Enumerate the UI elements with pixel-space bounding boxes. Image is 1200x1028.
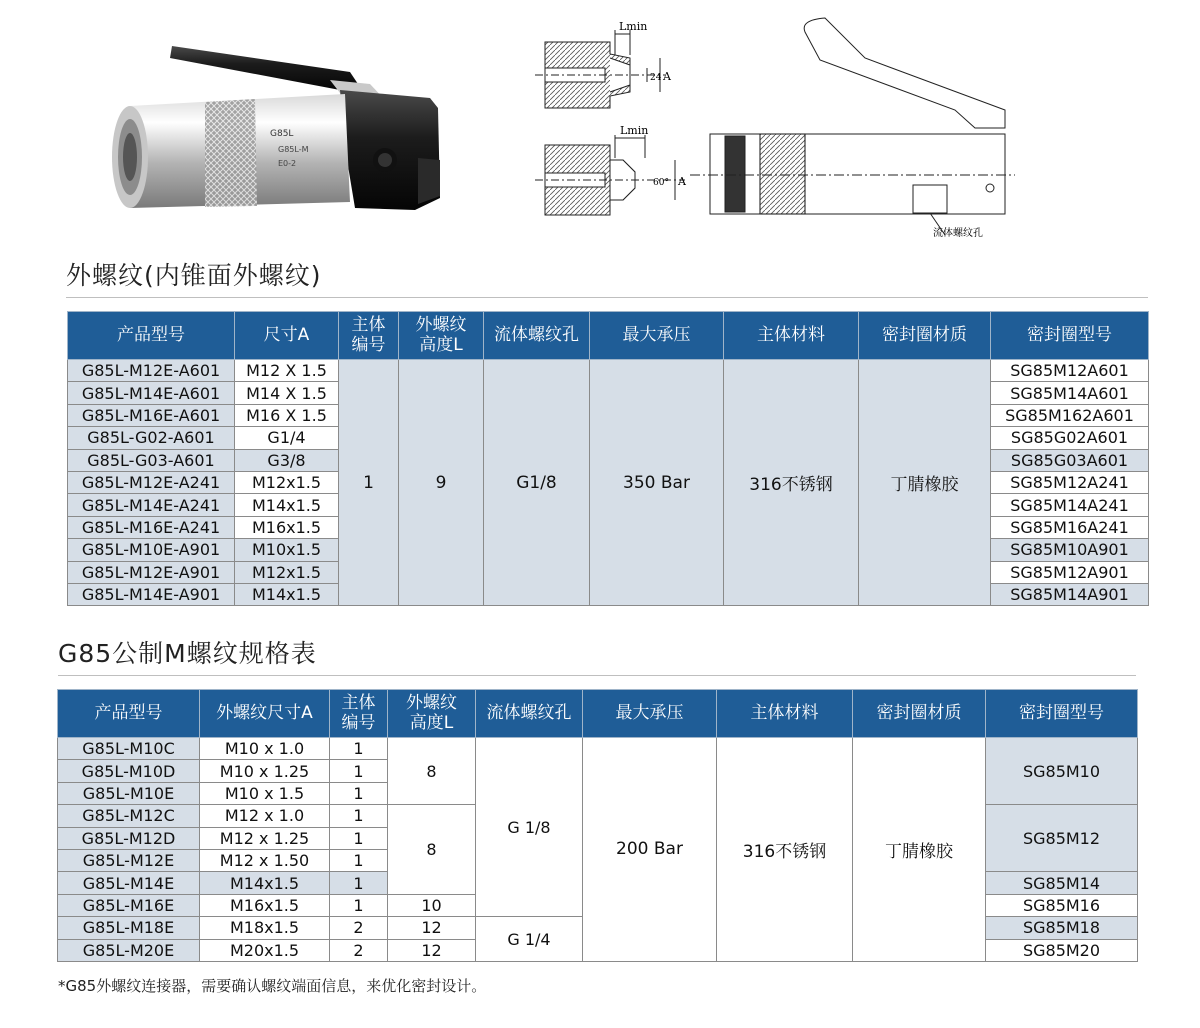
s2-model: G85L-M12C (58, 805, 200, 827)
s2-body-no: 2 (330, 939, 388, 961)
s1-model: G85L-M12E-A241 (68, 471, 235, 493)
s2-model: G85L-M10E (58, 782, 200, 804)
s1-body-no: 1 (339, 360, 399, 606)
dim-a-label-top: A (663, 70, 671, 83)
table-row (68, 360, 1149, 382)
s1-body-material: 316不锈钢 (724, 360, 859, 606)
s2-height: 8 (388, 805, 476, 895)
engraving-line2: E0-2 (278, 159, 297, 168)
s1-max-pressure: 350 Bar (590, 360, 724, 606)
dim-24-label: 24 (650, 73, 662, 83)
s2-header-size: 外螺纹尺寸A (200, 690, 330, 738)
s1-model: G85L-M10E-A901 (68, 539, 235, 561)
s2-size: M18x1.5 (200, 917, 330, 939)
dim-60-label: 60° (653, 178, 669, 188)
s2-seal-model: SG85M10 (986, 738, 1138, 805)
s2-model: G85L-M18E (58, 917, 200, 939)
s1-seal-model: SG85G03A601 (991, 449, 1149, 471)
s1-header-model: 产品型号 (68, 312, 235, 360)
s1-size: M14 X 1.5 (235, 382, 339, 404)
s1-header-body-no: 主体 编号 (339, 312, 399, 360)
section1-title: 外螺纹(内锥面外螺纹) (66, 261, 322, 290)
s1-size: M12x1.5 (235, 561, 339, 583)
s2-body-no: 1 (330, 738, 388, 760)
s1-seal-model: SG85M12A901 (991, 561, 1149, 583)
s2-header-seal-model: 密封圈型号 (986, 690, 1138, 738)
s1-header-seal-material: 密封圈材质 (859, 312, 991, 360)
section2-table (57, 689, 1138, 962)
s2-size: M10 x 1.25 (200, 760, 330, 782)
s2-seal-model: SG85M14 (986, 872, 1138, 894)
section1-divider (66, 297, 1148, 298)
s2-seal-material: 丁腈橡胶 (853, 738, 986, 962)
dim-a-label-bottom: A (678, 175, 686, 188)
s1-model: G85L-M14E-A601 (68, 382, 235, 404)
s2-model: G85L-M10D (58, 760, 200, 782)
table-row (58, 738, 1138, 760)
s1-fluid-port: G1/8 (484, 360, 590, 606)
s2-height: 12 (388, 939, 476, 961)
s1-header-material: 主体材料 (724, 312, 859, 360)
s2-header-seal-material: 密封圈材质 (853, 690, 986, 738)
s1-header-height: 外螺纹 高度L (399, 312, 484, 360)
s2-body-material: 316不锈钢 (717, 738, 853, 962)
s1-size: M16 X 1.5 (235, 404, 339, 426)
s1-seal-model: SG85M14A241 (991, 494, 1149, 516)
s2-height: 10 (388, 894, 476, 916)
s1-model: G85L-M12E-A601 (68, 360, 235, 382)
s2-model: G85L-M12D (58, 827, 200, 849)
s1-model: G85L-M14E-A241 (68, 494, 235, 516)
s2-header-body-no: 主体 编号 (330, 690, 388, 738)
s1-model: G85L-M14E-A901 (68, 583, 235, 605)
s2-header-height: 外螺纹 高度L (388, 690, 476, 738)
s2-seal-model: SG85M16 (986, 894, 1138, 916)
s2-model: G85L-M14E (58, 872, 200, 894)
fluid-port-label: 流体螺纹孔 (933, 228, 983, 239)
s1-model: G85L-M16E-A601 (68, 404, 235, 426)
s2-header-fluid-port: 流体螺纹孔 (476, 690, 583, 738)
s2-body-no: 1 (330, 872, 388, 894)
s1-size: M14x1.5 (235, 583, 339, 605)
s1-size: M16x1.5 (235, 516, 339, 538)
s2-seal-model: SG85M18 (986, 917, 1138, 939)
s2-size: M14x1.5 (200, 872, 330, 894)
s1-seal-model: SG85M12A241 (991, 471, 1149, 493)
technical-drawings (535, 10, 1055, 245)
s2-body-no: 1 (330, 782, 388, 804)
s1-header-fluid-port: 流体螺纹孔 (484, 312, 590, 360)
s1-model: G85L-M12E-A901 (68, 561, 235, 583)
s2-seal-model: SG85M20 (986, 939, 1138, 961)
s2-size: M12 x 1.0 (200, 805, 330, 827)
s2-model: G85L-M16E (58, 894, 200, 916)
s1-seal-model: SG85M14A901 (991, 583, 1149, 605)
s1-header-pressure: 最大承压 (590, 312, 724, 360)
s2-height: 8 (388, 738, 476, 805)
s1-size: M14x1.5 (235, 494, 339, 516)
s2-fluid-port: G 1/4 (476, 917, 583, 962)
s2-header-pressure: 最大承压 (583, 690, 717, 738)
s2-max-pressure: 200 Bar (583, 738, 717, 962)
s1-size: M10x1.5 (235, 539, 339, 561)
s2-body-no: 1 (330, 849, 388, 871)
s2-body-no: 1 (330, 894, 388, 916)
s2-model: G85L-M20E (58, 939, 200, 961)
section1-header-row (68, 312, 1149, 360)
lmin-label-bottom: Lmin (620, 124, 649, 137)
s1-seal-model: SG85M16A241 (991, 516, 1149, 538)
s1-seal-model: SG85M162A601 (991, 404, 1149, 426)
s2-size: M16x1.5 (200, 894, 330, 916)
section2-header-row (58, 690, 1138, 738)
s2-size: M20x1.5 (200, 939, 330, 961)
s2-height: 12 (388, 917, 476, 939)
engraving-line1: G85L-M (278, 145, 309, 154)
s1-model: G85L-G02-A601 (68, 427, 235, 449)
s1-size: G3/8 (235, 449, 339, 471)
section1-table (67, 311, 1149, 606)
s1-header-size: 尺寸A (235, 312, 339, 360)
s2-header-model: 产品型号 (58, 690, 200, 738)
footnote: *G85外螺纹连接器，需要确认螺纹端面信息，来优化密封设计。 (58, 977, 487, 995)
s2-body-no: 1 (330, 827, 388, 849)
product-photo (100, 28, 460, 228)
s2-size: M10 x 1.5 (200, 782, 330, 804)
s1-seal-model: SG85M14A601 (991, 382, 1149, 404)
s1-height: 9 (399, 360, 484, 606)
s1-seal-model: SG85M12A601 (991, 360, 1149, 382)
s2-seal-model: SG85M12 (986, 805, 1138, 872)
s1-seal-model: SG85G02A601 (991, 427, 1149, 449)
s2-size: M10 x 1.0 (200, 738, 330, 760)
s1-model: G85L-M16E-A241 (68, 516, 235, 538)
s2-model: G85L-M10C (58, 738, 200, 760)
section2-divider (58, 675, 1136, 676)
s2-body-no: 2 (330, 917, 388, 939)
s2-size: M12 x 1.50 (200, 849, 330, 871)
s2-model: G85L-M12E (58, 849, 200, 871)
s2-body-no: 1 (330, 805, 388, 827)
engraving-brand: G85L (270, 129, 294, 139)
s2-body-no: 1 (330, 760, 388, 782)
s2-size: M12 x 1.25 (200, 827, 330, 849)
s1-size: G1/4 (235, 427, 339, 449)
s1-model: G85L-G03-A601 (68, 449, 235, 471)
s1-seal-model: SG85M10A901 (991, 539, 1149, 561)
section2-title: G85公制M螺纹规格表 (58, 639, 317, 668)
s1-header-seal-model: 密封圈型号 (991, 312, 1149, 360)
s2-fluid-port: G 1/8 (476, 738, 583, 917)
s1-seal-material: 丁腈橡胶 (859, 360, 991, 606)
s1-size: M12 X 1.5 (235, 360, 339, 382)
lmin-label-top: Lmin (619, 20, 648, 33)
s1-size: M12x1.5 (235, 471, 339, 493)
s2-header-material: 主体材料 (717, 690, 853, 738)
